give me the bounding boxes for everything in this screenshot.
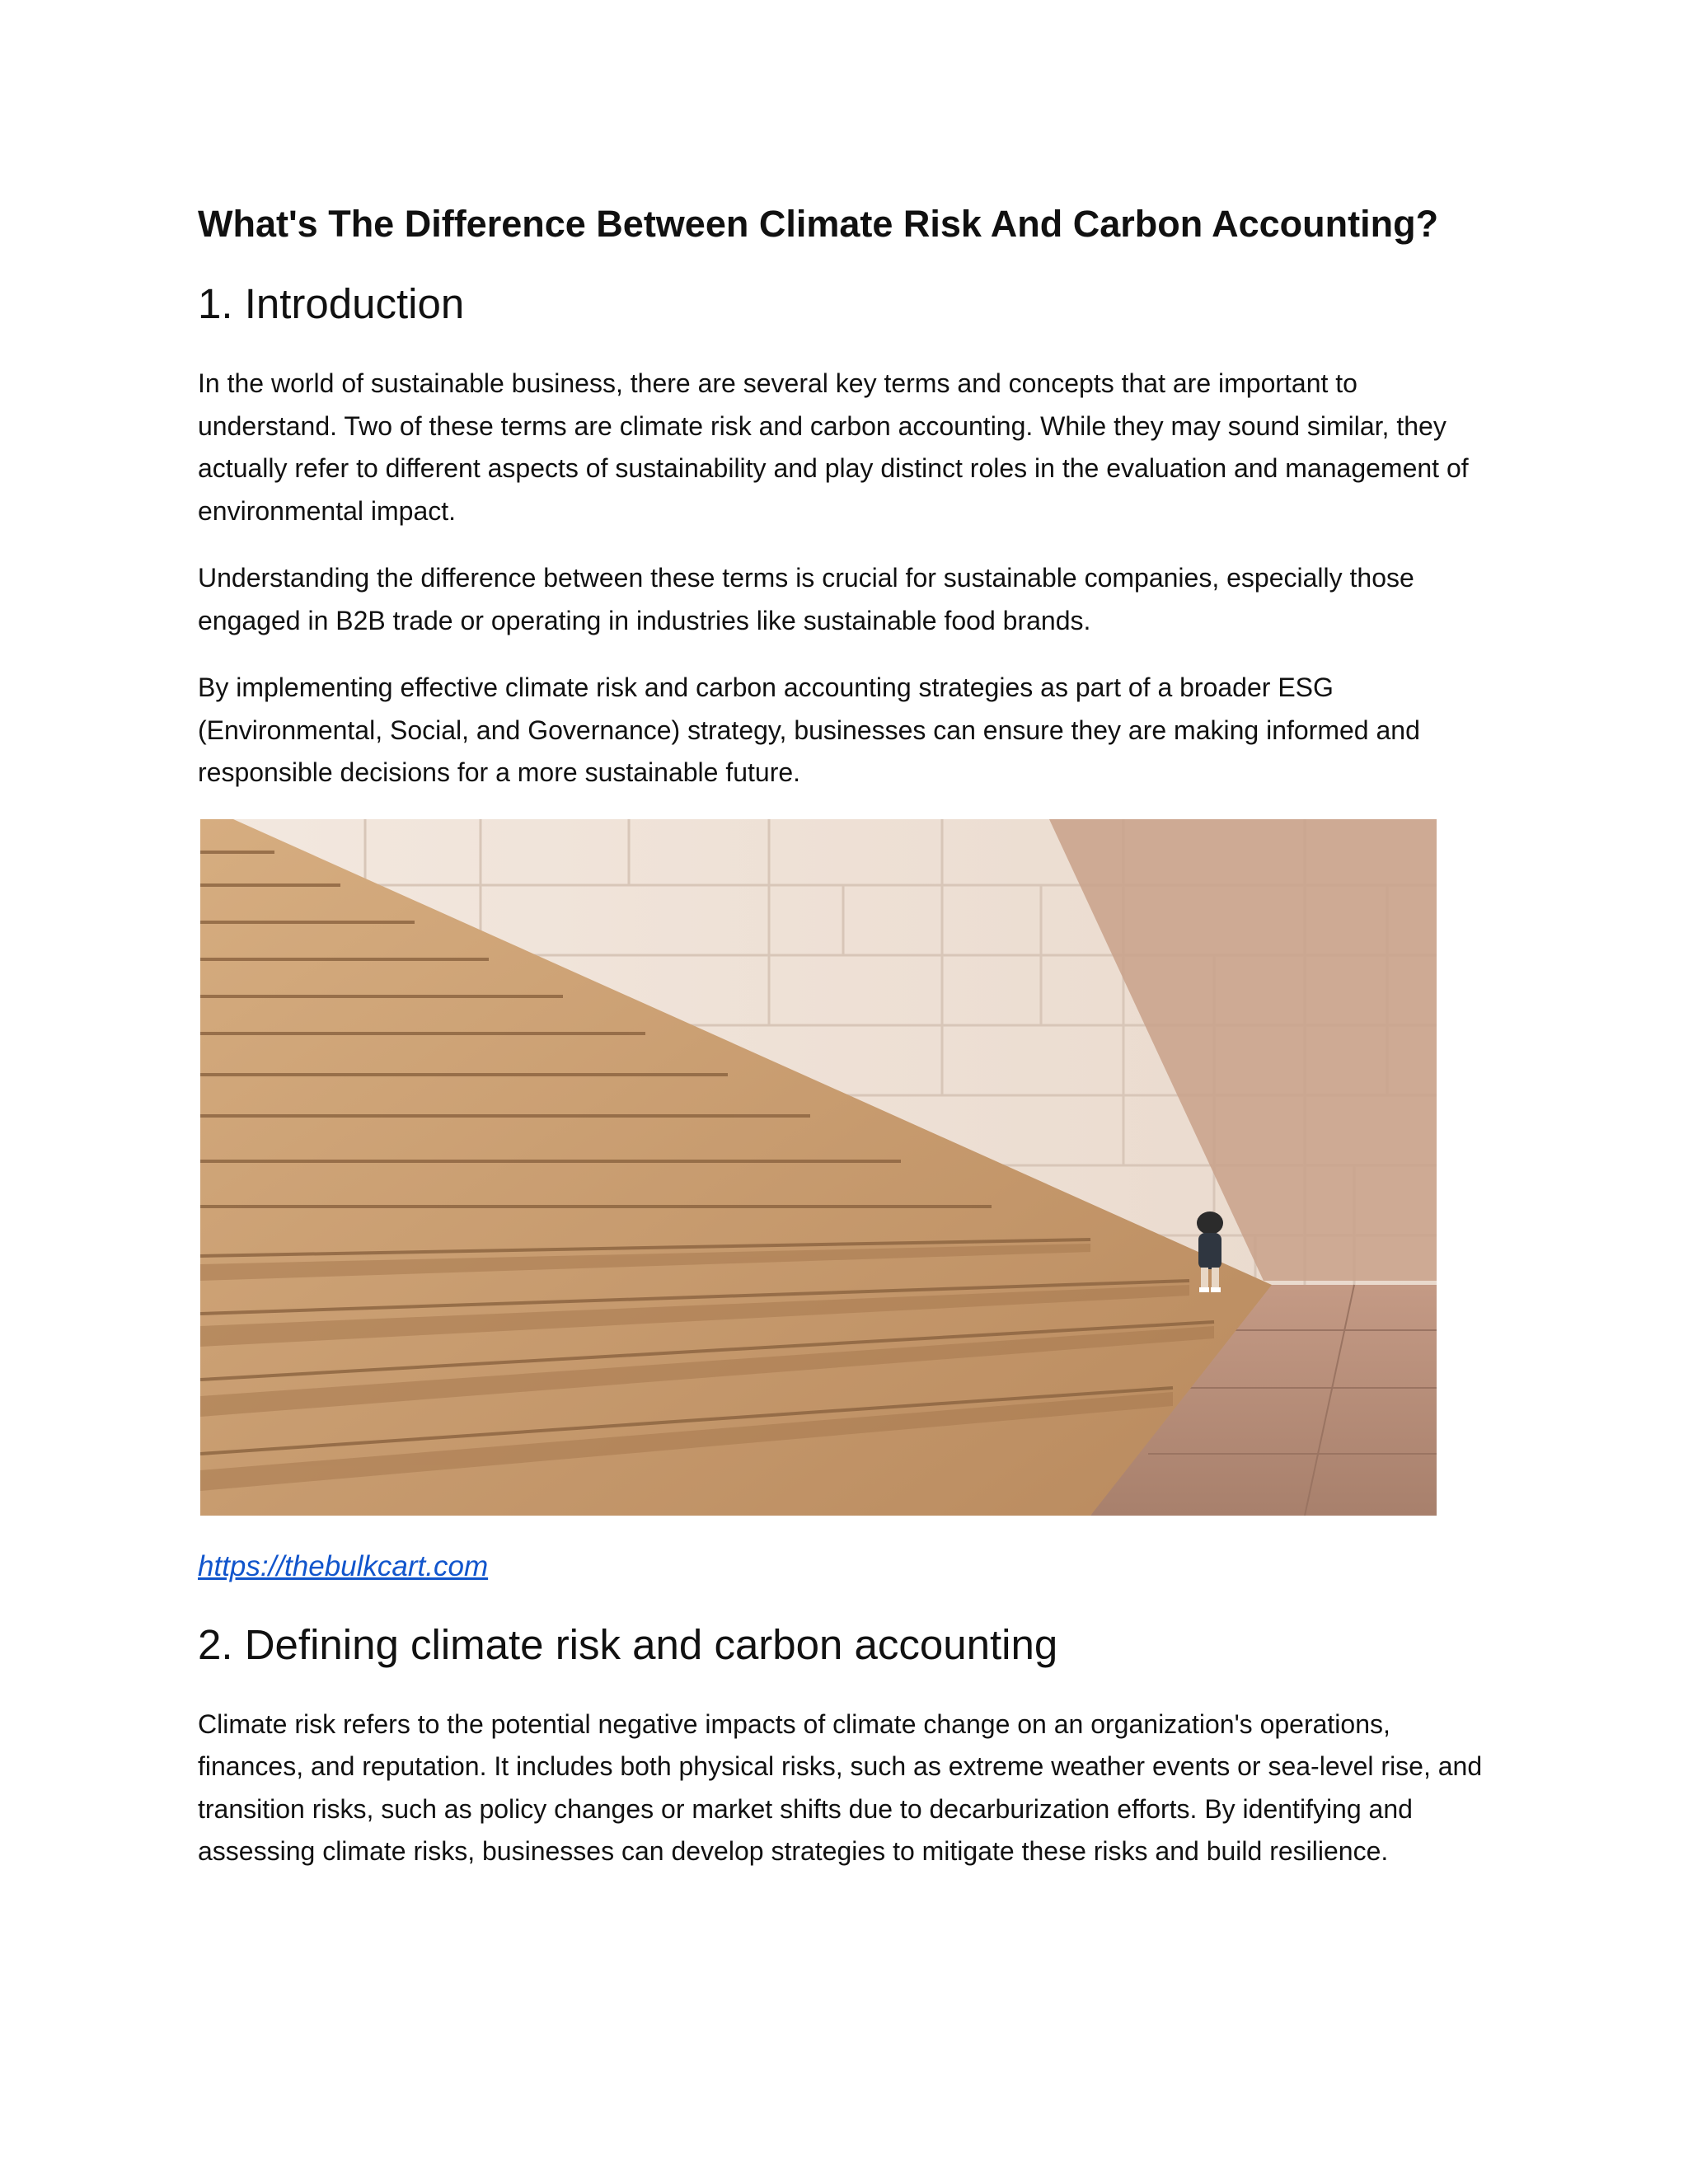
section-heading-introduction: 1. Introduction xyxy=(198,280,465,327)
stairs-photo xyxy=(200,819,1437,1516)
intro-paragraph-1: In the world of sustainable business, there are several key terms and concepts that are important to understand. Two of these terms are climate risk and carbon accounting. While they may sound similar, they actually refer to different aspects of sustainability and play distinct roles in the evaluation and management of environmental impact. xyxy=(198,368,1469,526)
stairs-illustration xyxy=(200,819,1437,1516)
intro-paragraph-2: Understanding the difference between these terms is crucial for sustainable companies, especially those engaged in B2B trade or operating in industries like sustainable food brands. xyxy=(198,563,1414,635)
intro-paragraph-3: By implementing effective climate risk and carbon accounting strategies as part of a broader ESG (Environmental, Social, and Governance) strategy, businesses can ensure they are making informed and responsible decisions for a more sustainable future. xyxy=(198,673,1420,787)
document-title: What's The Difference Between Climate Risk And Carbon Accounting? xyxy=(198,203,1439,245)
document-page xyxy=(198,198,1500,1898)
source-link[interactable]: https://thebulkcart.com xyxy=(198,1549,489,1582)
section-heading-definitions: 2. Defining climate risk and carbon accounting xyxy=(198,1620,1058,1668)
definition-paragraph-1: Climate risk refers to the potential negative impacts of climate change on an organization's operations, finances, and reputation. It includes both physical risks, such as extreme weather events or sea-level rise, and transition risks, such as policy changes or market shifts due to decarburization efforts. By identifying and assessing climate risks, businesses can develop strategies to mitigate these risks and build resilience. xyxy=(198,1708,1483,1866)
